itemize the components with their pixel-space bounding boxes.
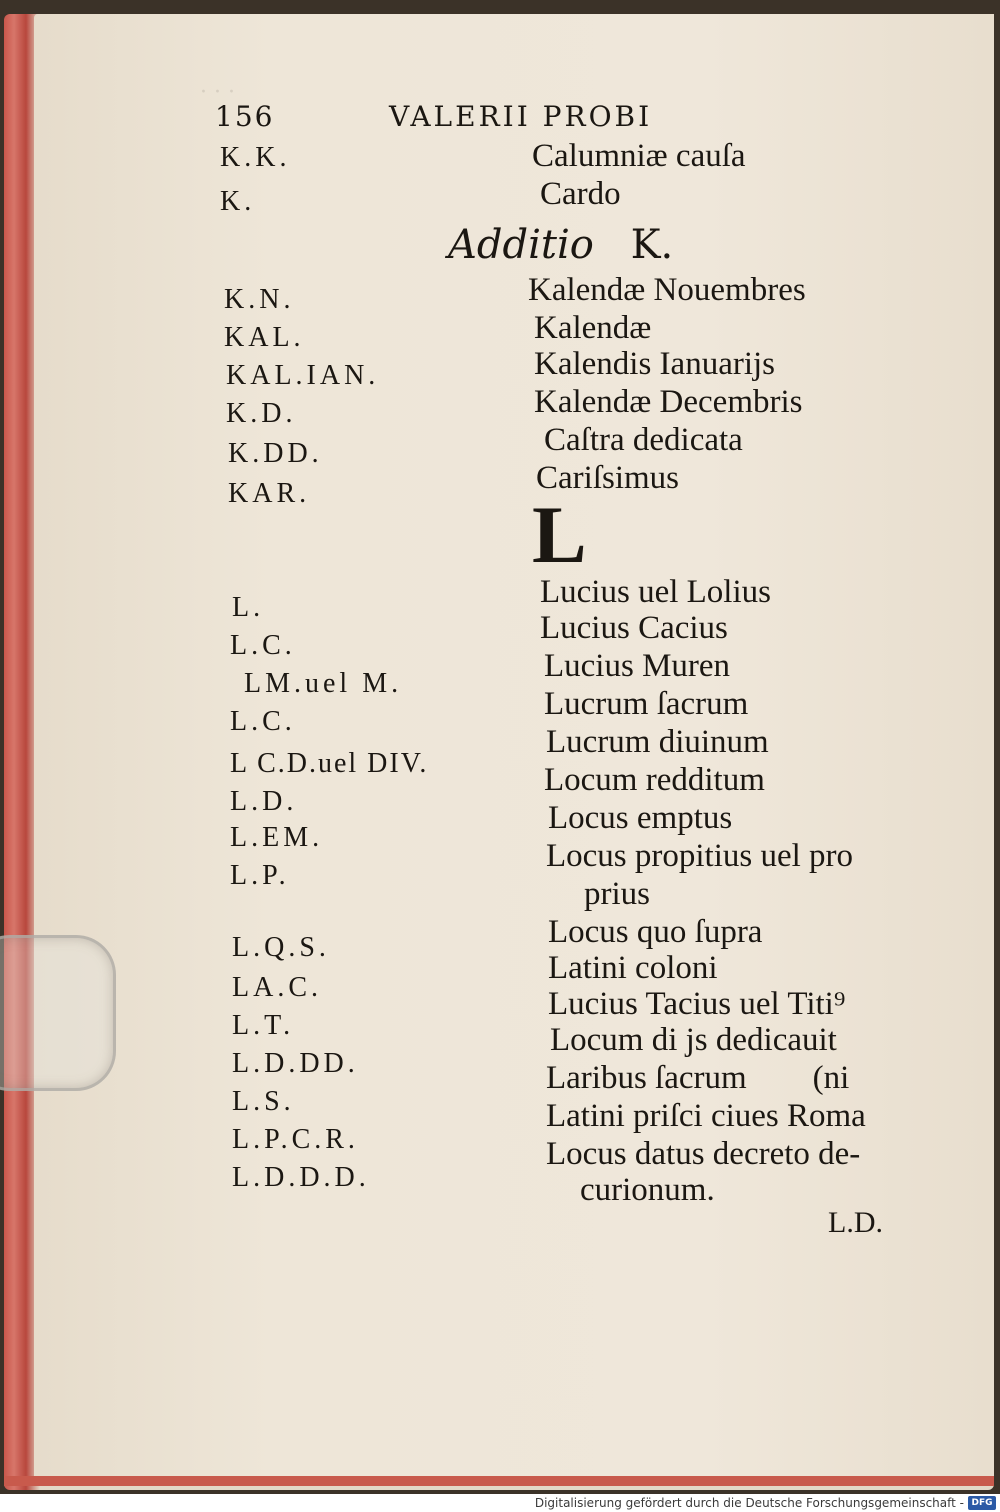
- entry-expansion: Cardo: [540, 176, 621, 212]
- entry-abbreviation: L.EM.: [230, 822, 324, 853]
- entry-abbreviation: LA.C.: [232, 972, 322, 1003]
- entry-abbreviation: L.D.: [230, 786, 298, 817]
- section-letter: L: [532, 489, 587, 580]
- entry-abbreviation: L.T.: [232, 1010, 295, 1041]
- entry-abbreviation: KAL.IAN.: [226, 360, 380, 391]
- entry-expansion: Locus quo ſupra: [548, 914, 763, 950]
- entry-expansion: Lucrum diuinum: [546, 724, 769, 760]
- running-title: VALERII PROBI: [389, 100, 653, 133]
- entry-expansion: Kalendæ Nouembres: [528, 272, 806, 308]
- entry-expansion-continued: prius: [584, 876, 650, 912]
- entry-abbreviation: L.C.: [230, 706, 296, 737]
- entry-abbreviation: KAR.: [228, 478, 311, 509]
- entry-expansion: Lucius Tacius uel Titi⁹: [548, 986, 846, 1022]
- entry-abbreviation: K.: [220, 186, 256, 217]
- entry-expansion: Lucius Cacius: [540, 610, 728, 646]
- entry-expansion: Lucius Muren: [544, 648, 731, 684]
- entry-abbreviation: L.P.: [230, 860, 290, 891]
- footer-credit-text: Digitalisierung gefördert durch die Deutsche Forschungsgemeinschaft -: [534, 1496, 964, 1510]
- red-bottom-edge: [4, 1476, 994, 1486]
- entry-expansion: Calumniæ cauſa: [532, 138, 746, 174]
- entry-expansion: Kalendis Ianuarijs: [534, 346, 776, 382]
- entry-expansion: Locus propitius uel pro: [546, 838, 854, 874]
- entry-expansion: Kalendæ: [534, 310, 652, 346]
- entry-abbreviation: L.S.: [232, 1086, 295, 1117]
- entry-abbreviation: K.DD.: [228, 438, 323, 469]
- addition-heading: [448, 222, 673, 268]
- entry-abbreviation: L.C.: [230, 630, 296, 661]
- entry-expansion: Locum redditum: [544, 762, 765, 798]
- entry-abbreviation: L.P.C.R.: [232, 1124, 359, 1155]
- entry-expansion: Lucrum ſacrum: [544, 686, 749, 722]
- entry-abbreviation: K.D.: [226, 398, 297, 429]
- entry-abbreviation: KAL.: [224, 322, 305, 353]
- entry-expansion: Latini coloni: [548, 950, 718, 986]
- page-clip: [0, 935, 116, 1091]
- entry-abbreviation: L.Q.S.: [232, 932, 330, 963]
- entry-expansion: Lucius uel Lolius: [540, 574, 771, 610]
- entry-expansion: Latini priſci ciues Roma: [546, 1098, 866, 1134]
- addition-letter: K.: [630, 222, 674, 268]
- entry-abbreviation: L C.D.uel DIV.: [230, 748, 429, 779]
- entry-abbreviation: K.K.: [220, 142, 291, 173]
- page-header: [215, 100, 775, 140]
- entry-abbreviation: L.: [232, 592, 265, 623]
- page-number: 156: [215, 100, 275, 133]
- entry-abbreviation: L.D.D.D.: [232, 1162, 370, 1193]
- entry-abbreviation: L.D.DD.: [232, 1048, 359, 1079]
- entry-expansion-continued: curionum.: [580, 1172, 715, 1208]
- catchword: L.D.: [828, 1206, 883, 1239]
- dfg-logo: DFG: [968, 1496, 996, 1510]
- entry-expansion: Cariſsimus: [536, 460, 680, 496]
- entry-abbreviation: LM.uel M.: [244, 668, 403, 699]
- digitization-footer: [0, 1494, 1000, 1512]
- addition-word: Additio: [448, 222, 594, 268]
- entry-expansion: Laribus ſacrum (ni: [546, 1060, 850, 1096]
- entry-expansion: Locus datus decreto de-: [546, 1136, 861, 1172]
- entry-abbreviation: K.N.: [224, 284, 295, 315]
- entry-expansion: Locus emptus: [548, 800, 733, 836]
- entry-expansion: Kalendæ Decembris: [534, 384, 803, 420]
- entry-expansion: Caſtra dedicata: [544, 422, 743, 458]
- entry-expansion: Locum di js dedicauit: [550, 1022, 837, 1058]
